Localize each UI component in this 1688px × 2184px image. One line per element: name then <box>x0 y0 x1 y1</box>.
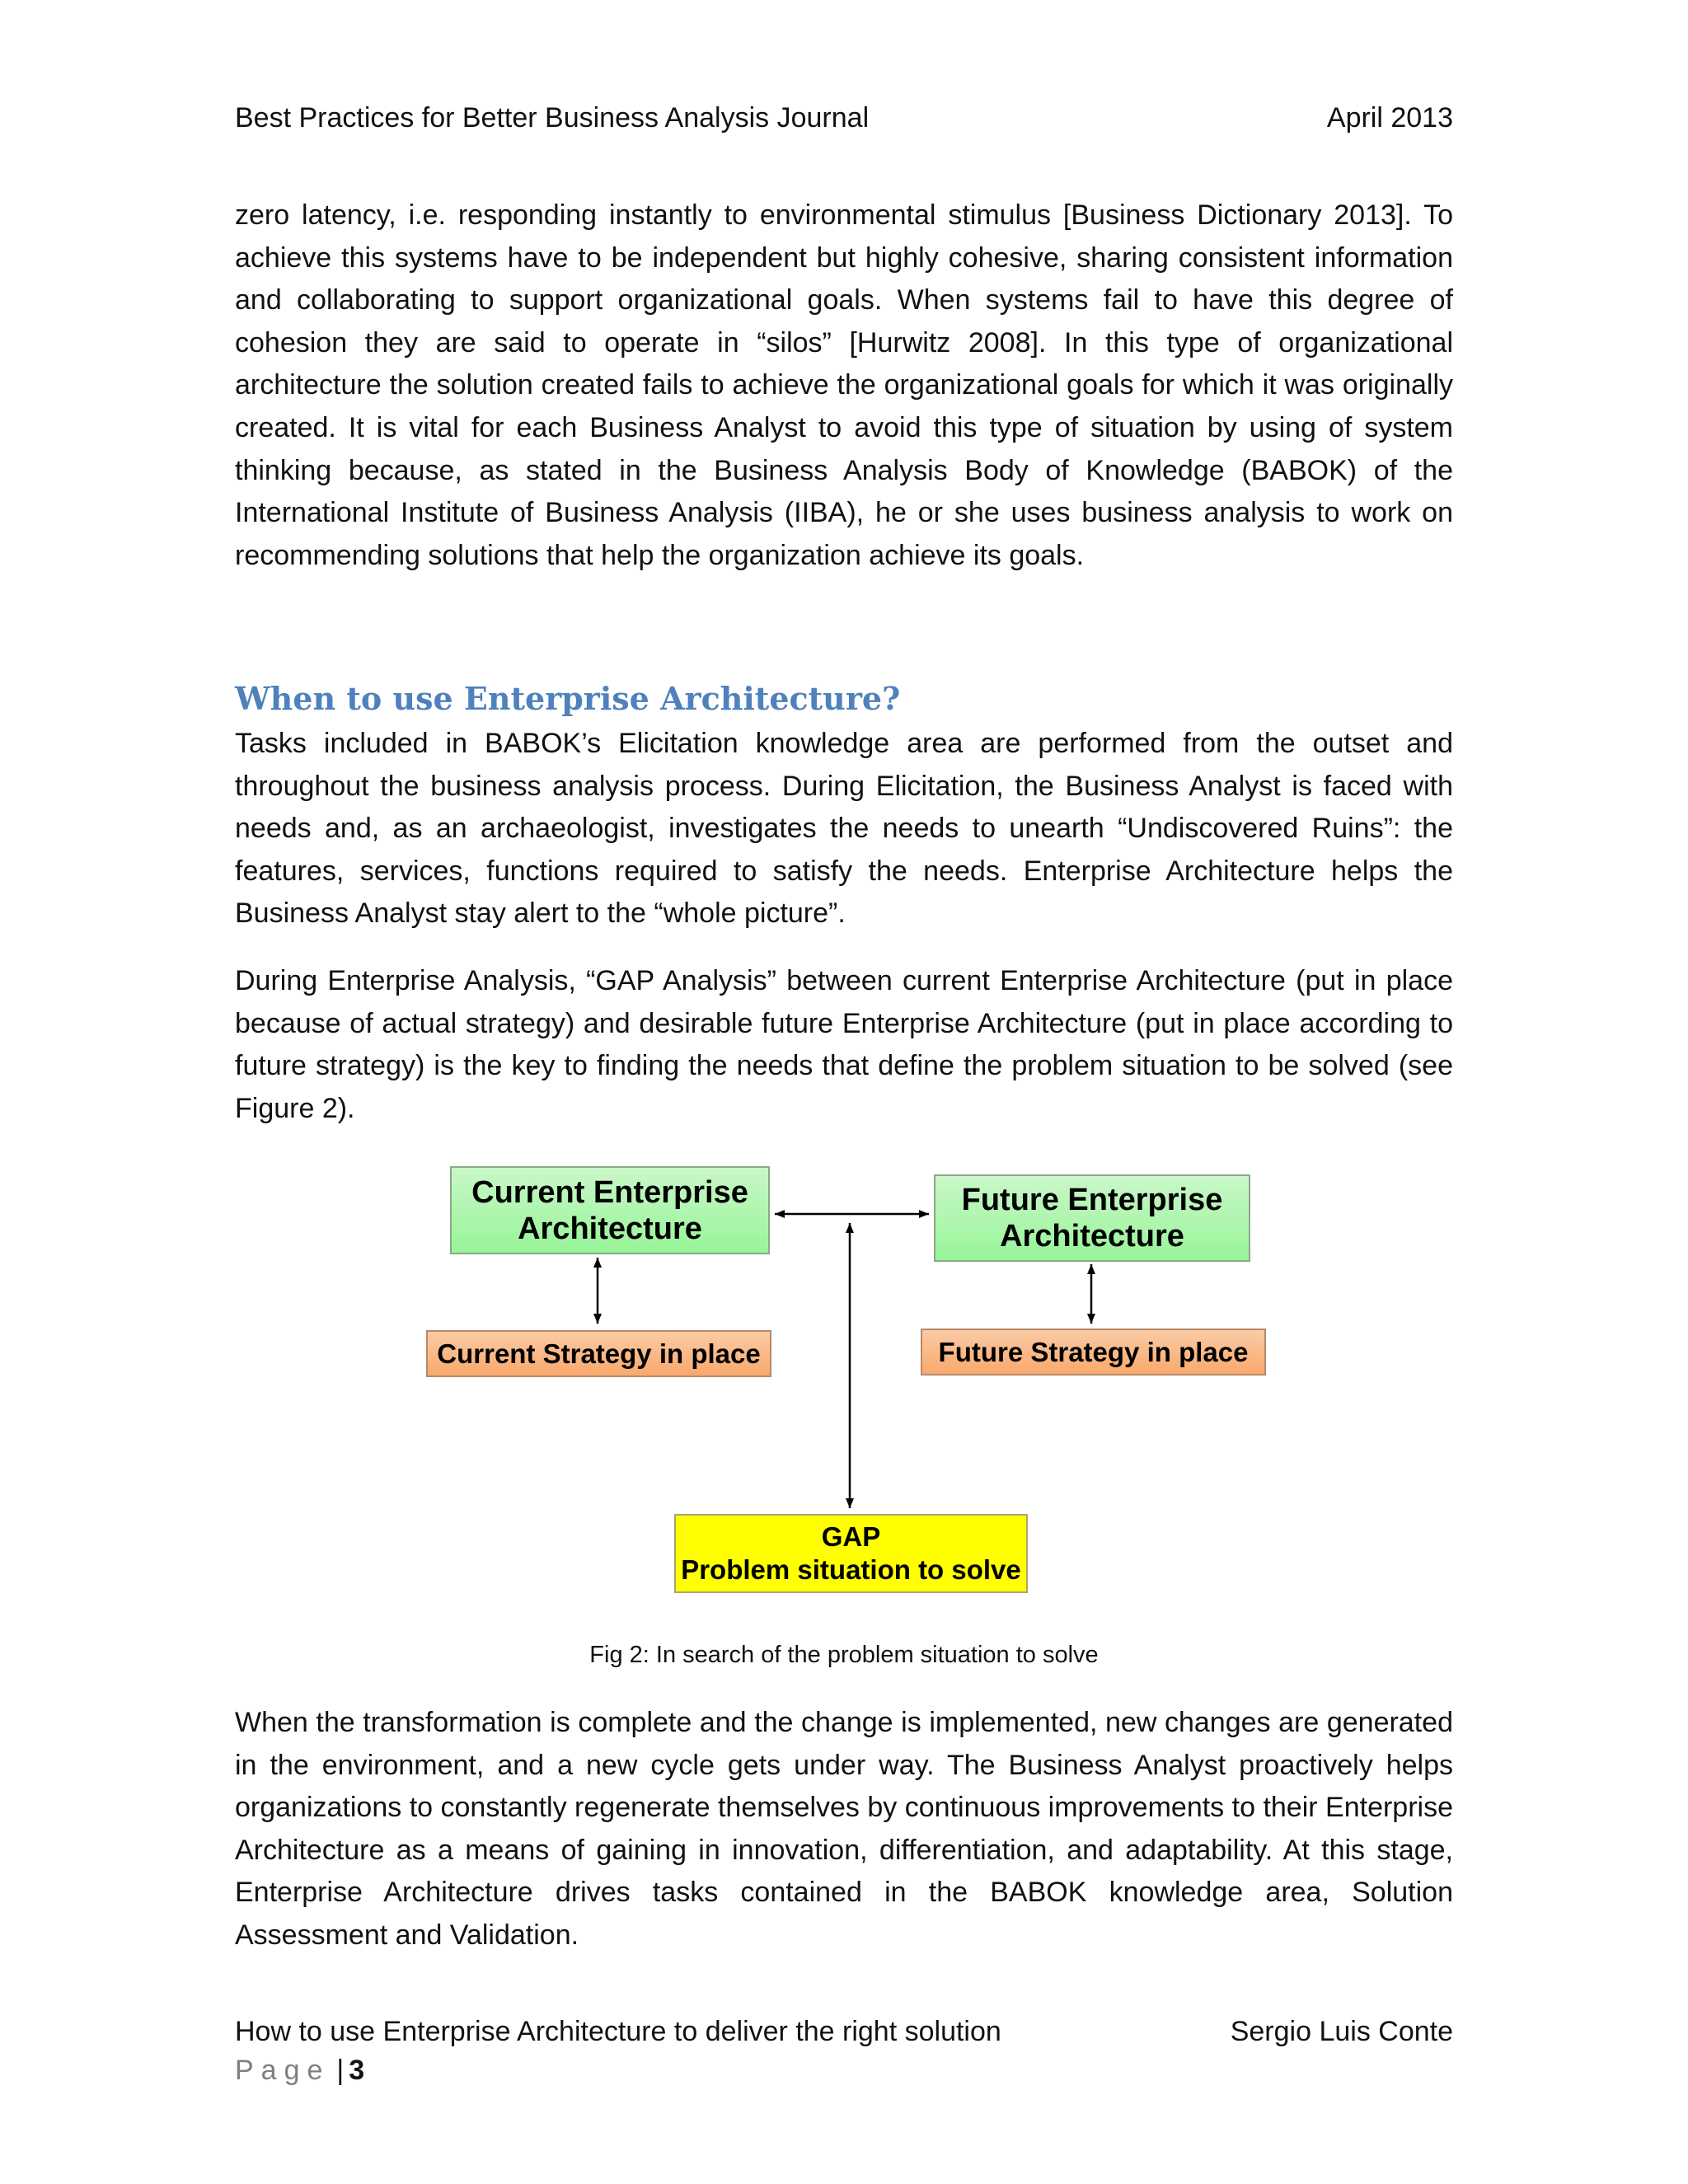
article-title: How to use Enterprise Architecture to deliver the right solution <box>235 2016 1001 2047</box>
journal-title: Best Practices for Better Business Analysis Journal <box>235 102 870 134</box>
header-date: April 2013 <box>1326 102 1453 134</box>
box-label: Architecture <box>518 1211 702 1246</box>
page-number-value: 3 <box>349 2055 365 2086</box>
page-number <box>235 2050 364 2091</box>
paragraph-text: zero latency, i.e. responding instantly to environmental stimulus [Business Dictionary 2013]. To achieve this systems have to be independent but highly cohesive, sharing consistent information and collaborating to support organizational goals. When systems fail to have this degree of cohesion they are said to operate in “silos” [Hurwitz 2008]. In this type of organizational architecture the solution created fails to achieve the organizational goals for which it was originally created. It is vital for each Business Analyst to avoid this type of situation by using of system thinking because, as stated in the Business Analysis Body of Knowledge (BABOK) of the International Institute of Business Analysis (IIBA), he or she uses business analysis to work on recommending solutions that help the organization achieve its goals. <box>235 199 1453 571</box>
page-footer <box>235 2011 1453 2052</box>
page-header <box>235 97 1453 138</box>
section-heading: When to use Enterprise Architecture? <box>235 680 901 717</box>
paragraph-text: When the transformation is complete and the change is implemented, new changes are generated in the environment, and a new cycle gets under way. The Business Analyst proactively helps organizations to constantly regenerate themselves by continuous improvements to their Enterprise Architecture as a means of gaining in innovation, differentiation, and adaptability. At this stage, Enterprise Architecture drives tasks contained in the BABOK knowledge area, Solution Assessment and Validation. <box>235 1707 1453 1951</box>
box-label: Architecture <box>1000 1219 1184 1254</box>
paragraph-text: Tasks included in BABOK’s Elicitation knowledge area are performed from the outset and throughout the business analysis process. During Elicitation, the Business Analyst is faced with needs and, as an archaeologist, investigates the needs to unearth “Undiscovered Ruins”: the features, services, functions required to satisfy the needs. Enterprise Architecture helps the Business Analyst stay alert to the “whole picture”. <box>235 728 1453 930</box>
box-label: Future Enterprise <box>961 1183 1223 1217</box>
author-name: Sergio Luis Conte <box>1230 2016 1453 2047</box>
body-paragraph <box>235 194 1453 577</box>
page-separator: | <box>336 2055 345 2086</box>
future-strategy-box <box>921 1329 1266 1376</box>
figure-caption: Fig 2: In search of the problem situation to solve <box>589 1642 1099 1668</box>
body-paragraph <box>235 723 1453 935</box>
box-label: Current Enterprise <box>471 1174 748 1210</box>
page-label: Page <box>235 2055 331 2086</box>
paragraph-text: During Enterprise Analysis, “GAP Analysis” between current Enterprise Architecture (put in place because of actual strategy) and desirable future Enterprise Architecture (put in place according to future strategy) is the key to finding the needs that define the problem situation to be solved (see Figure 2). <box>235 965 1453 1124</box>
future-enterprise-architecture-box <box>934 1174 1250 1262</box>
box-label: Current Strategy in place <box>437 1338 761 1369</box>
box-label: Future Strategy in place <box>938 1336 1249 1367</box>
gap-box <box>674 1514 1028 1593</box>
current-enterprise-architecture-box <box>450 1166 770 1254</box>
current-strategy-box <box>426 1330 771 1377</box>
body-paragraph <box>235 1702 1453 1957</box>
body-paragraph <box>235 960 1453 1130</box>
box-label: Problem situation to solve <box>681 1554 1021 1585</box>
box-label: GAP <box>821 1521 881 1552</box>
